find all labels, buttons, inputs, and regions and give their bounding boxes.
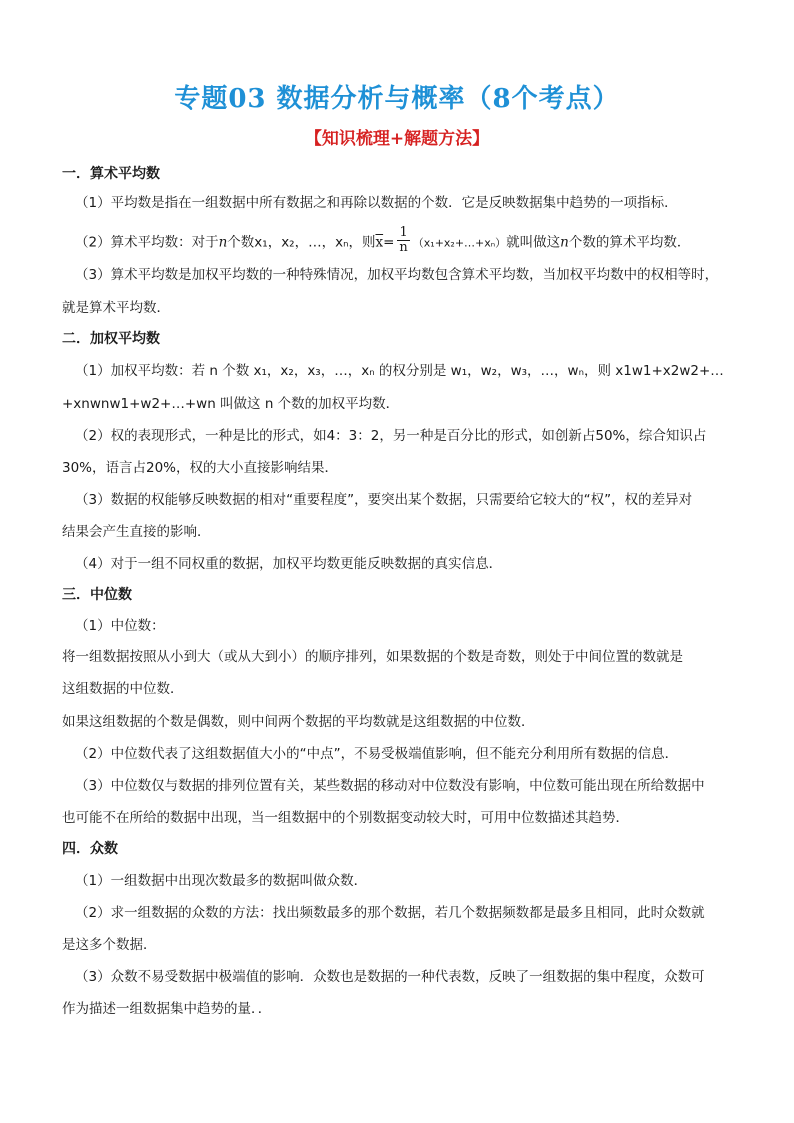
paragraph: （1）平均数是指在一组数据中所有数据之和再除以数据的个数．它是反映数据集中趋势的一项指标． [75, 195, 678, 211]
section-heading-arithmetic-mean: 一．算术平均数 [62, 166, 160, 182]
paragraph-continuation: +xnwnw1+w2+…+wn 叫做这 n 个数的加权平均数． [62, 396, 400, 412]
paragraph-formula: （2）算术平均数：对于n个数x₁，x₂，…，xₙ，则$\overline{x}=$ $\frac{1}{n}$ （x₁+x₂+…+xₙ）就叫做这n个数的算术平均数． [75, 225, 691, 255]
section-heading-mode: 四．众数 [62, 841, 118, 857]
page-subtitle: 【知识梳理+解题方法】 [304, 129, 490, 149]
section-heading-weighted-mean: 二．加权平均数 [62, 331, 160, 347]
paragraph-continuation: 结果会产生直接的影响． [62, 524, 211, 540]
page-title: 专题03 数据分析与概率（8个考点） [174, 84, 620, 114]
paragraph: （3）众数不易受数据中极端值的影响．众数也是数据的一种代表数，反映了一组数据的集中程度，众数可 [75, 969, 705, 985]
paragraph: （2）中位数代表了这组数据值大小的“中点”，不易受极端值影响，但不能充分利用所有数据的信息． [75, 746, 679, 762]
paragraph: 将一组数据按照从小到大（或从大到小）的顺序排列，如果数据的个数是奇数，则处于中间位置的数就是 [62, 649, 683, 665]
paragraph: （1）中位数： [75, 618, 165, 634]
fraction-one-over-n: $\frac{1}{n}$ [399, 225, 408, 255]
paragraph-continuation: 作为描述一组数据集中趋势的量．． [62, 1001, 272, 1017]
paragraph: （2）求一组数据的众数的方法：找出频数最多的那个数据，若几个数据频数都是最多且相同，此时众数就 [75, 905, 705, 921]
paragraph: （1）一组数据中出现次数最多的数据叫做众数． [75, 873, 368, 889]
paragraph-continuation: 也可能不在所给的数据中出现，当一组数据中的个别数据变动较大时，可用中位数描述其趋势． [62, 810, 629, 826]
paragraph: （2）权的表现形式，一种是比的形式，如4：3：2，另一种是百分比的形式，如创新占50%，综合知识占 [75, 428, 707, 444]
paragraph: （1）加权平均数：若 n 个数 x₁，x₂，x₃，…，xₙ 的权分别是 w₁，w₂，w₃，…，wₙ，则 x1w1+x2w2+… [75, 363, 724, 379]
paragraph: （3）中位数仅与数据的排列位置有关，某些数据的移动对中位数没有影响，中位数可能出现在所给数据中 [75, 778, 705, 794]
paragraph: （3）算术平均数是加权平均数的一种特殊情况，加权平均数包含算术平均数，当加权平均数中的权相等时， [75, 267, 719, 283]
paragraph: （4）对于一组不同权重的数据，加权平均数更能反映数据的真实信息． [75, 556, 503, 572]
paragraph-continuation: 30%，语言占20%，权的大小直接影响结果． [62, 460, 339, 476]
x-bar-symbol: $\overline{x}$ [375, 234, 384, 251]
paragraph-continuation: 这组数据的中位数． [62, 681, 184, 697]
paragraph-continuation: 是这多个数据． [62, 937, 157, 953]
paragraph: 如果这组数据的个数是偶数，则中间两个数据的平均数就是这组数据的中位数． [62, 714, 535, 730]
paragraph: （3）数据的权能够反映数据的相对“重要程度”，要突出某个数据，只需要给它较大的“权”，权的差异对 [75, 492, 693, 508]
section-heading-median: 三．中位数 [62, 587, 132, 603]
paragraph-continuation: 就是算术平均数． [62, 300, 170, 316]
